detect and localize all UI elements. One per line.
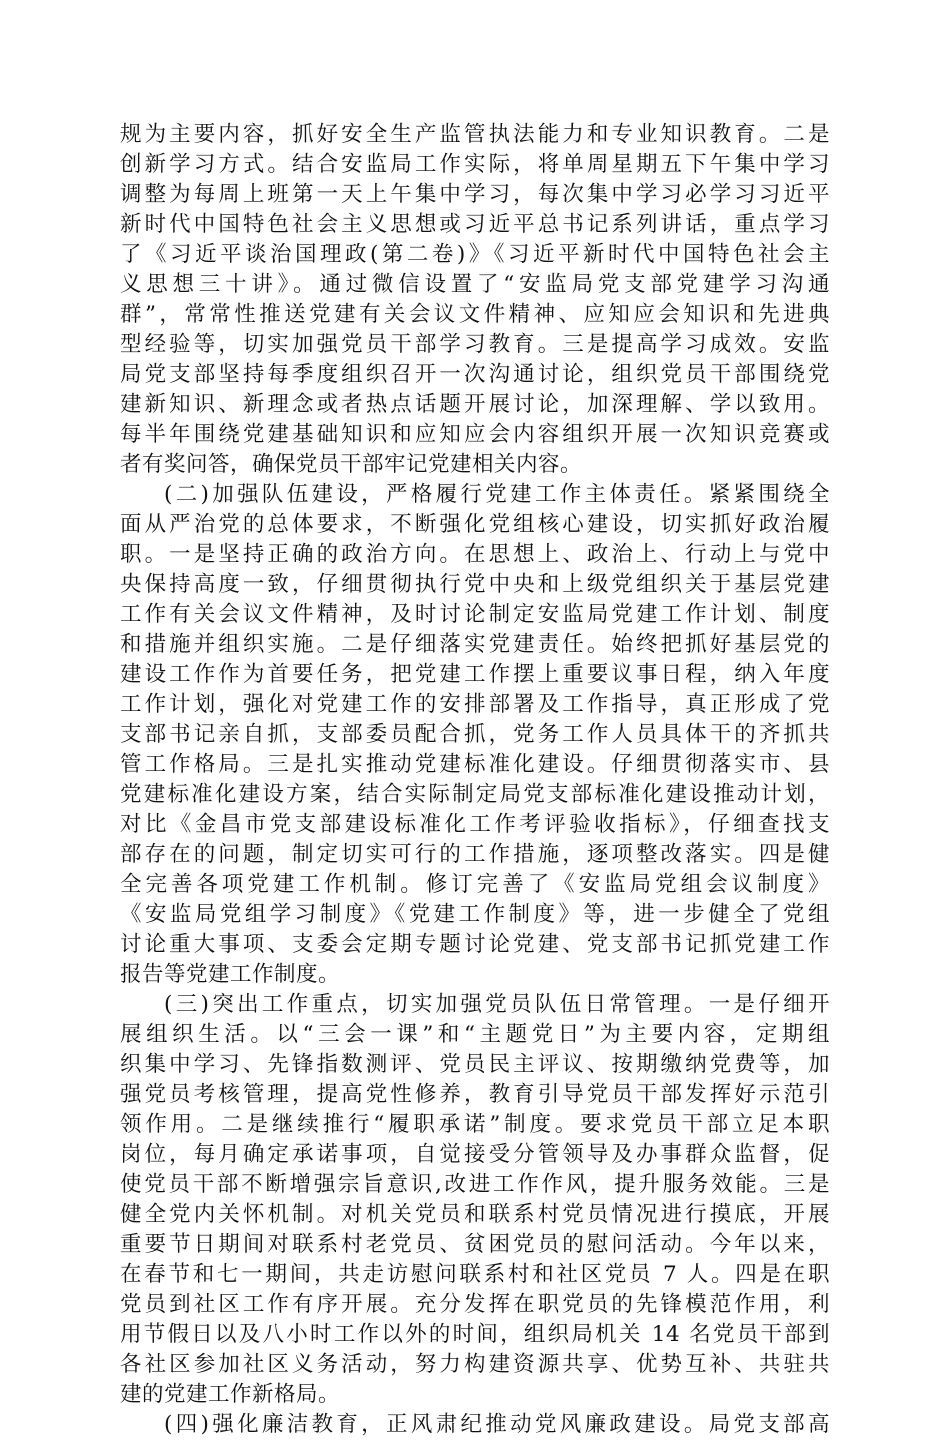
text-line: 义思想三十讲》。通过微信设置了“安监局党支部党建学习沟通 (120, 272, 830, 297)
text-line: 创新学习方式。结合安监局工作实际，将单周星期五下午集中学习 (120, 152, 830, 177)
text-line: 者有奖问答，确保党员干部牢记党建相关内容。 (120, 452, 583, 477)
text-line: 建新知识、新理念或者热点话题开展讨论，加深理解、学以致用。 (120, 392, 830, 417)
text-line: 岗位，每月确定承诺事项，自觉接受分管领导及办事群众监督，促 (120, 1142, 830, 1167)
text-line: 织集中学习、先锋指数测评、党员民主评议、按期缴纳党费等，加 (120, 1052, 830, 1077)
text-line: 职。一是坚持正确的政治方向。在思想上、政治上、行动上与党中 (120, 542, 830, 567)
text-line: (四)强化廉洁教育，正风肃纪推动党风廉政建设。局党支部高 (164, 1412, 830, 1437)
text-line: 建的党建工作新格局。 (120, 1382, 341, 1407)
text-line: 党建标准化建设方案，结合实际制定局党支部标准化建设推动计划， (120, 782, 830, 807)
text-line: 工作计划，强化对党建工作的安排部署及工作指导，真正形成了党 (120, 692, 830, 717)
text-line: 新时代中国特色社会主义思想或习近平总书记系列讲话，重点学习 (120, 212, 830, 237)
text-line: 对比《金昌市党支部建设标准化工作考评验收指标》，仔细查找支 (120, 812, 830, 837)
text-line: 和措施并组织实施。二是仔细落实党建责任。始终把抓好基层党的 (120, 632, 830, 657)
paragraph-1 (120, 120, 830, 480)
text-line: 强党员考核管理，提高党性修养，教育引导党员干部发挥好示范引 (120, 1082, 830, 1107)
text-line: 支部书记亲自抓，支部委员配合抓，党务工作人员具体干的齐抓共 (120, 722, 830, 747)
text-line: 重要节日期间对联系村老党员、贫困党员的慰问活动。今年以来， (120, 1232, 830, 1257)
text-line: 了《习近平谈治国理政(第二卷)》《习近平新时代中国特色社会主 (120, 242, 830, 267)
text-line: (三)突出工作重点，切实加强党员队伍日常管理。一是仔细开 (164, 992, 830, 1017)
text-line: 在春节和七一期间，共走访慰问联系村和社区党员 7 人。四是在职 (120, 1262, 830, 1287)
text-line: 使党员干部不断增强宗旨意识,改进工作作风，提升服务效能。三是 (120, 1172, 830, 1197)
text-line: 报告等党建工作制度。 (120, 962, 341, 987)
text-line: 群”，常常性推送党建有关会议文件精神、应知应会知识和先进典 (120, 302, 830, 327)
paragraph-3 (120, 990, 830, 1410)
text-line: 局党支部坚持每季度组织召开一次沟通讨论，组织党员干部围绕党 (120, 362, 830, 387)
text-line: 工作有关会议文件精神，及时讨论制定安监局党建工作计划、制度 (120, 602, 830, 627)
text-line: 领作用。二是继续推行“履职承诺”制度。要求党员干部立足本职 (120, 1112, 830, 1137)
text-line: 党员到社区工作有序开展。充分发挥在职党员的先锋模范作用，利 (120, 1292, 830, 1317)
text-line: 全完善各项党建工作机制。修订完善了《安监局党组会议制度》 (120, 872, 830, 897)
text-line: 面从严治党的总体要求，不断强化党组核心建设，切实抓好政治履 (120, 512, 830, 537)
text-line: 规为主要内容，抓好安全生产监管执法能力和专业知识教育。二是 (120, 122, 830, 147)
paragraph-2 (120, 480, 830, 990)
text-line: (二)加强队伍建设，严格履行党建工作主体责任。紧紧围绕全 (164, 482, 830, 507)
text-line: 央保持高度一致，仔细贯彻执行党中央和上级党组织关于基层党建 (120, 572, 830, 597)
text-line: 部存在的问题，制定切实可行的工作措施，逐项整改落实。四是健 (120, 842, 830, 867)
text-line: 调整为每周上班第一天上午集中学习，每次集中学习必学习习近平 (120, 182, 830, 207)
text-line: 每半年围绕党建基础知识和应知应会内容组织开展一次知识竞赛或 (120, 422, 830, 447)
text-line: 管工作格局。三是扎实推动党建标准化建设。仔细贯彻落实市、县 (120, 752, 830, 777)
paragraph-4 (120, 1410, 830, 1440)
text-line: 讨论重大事项、支委会定期专题讨论党建、党支部书记抓党建工作 (120, 932, 830, 957)
text-line: 型经验等，切实加强党员干部学习教育。三是提高学习成效。安监 (120, 332, 830, 357)
text-line: 展组织生活。以“三会一课”和“主题党日”为主要内容，定期组 (120, 1022, 830, 1047)
text-line: 建设工作作为首要任务，把党建工作摆上重要议事日程，纳入年度 (120, 662, 830, 687)
text-line: 各社区参加社区义务活动，努力构建资源共享、优势互补、共驻共 (120, 1352, 830, 1377)
text-line: 健全党内关怀机制。对机关党员和联系村党员情况进行摸底，开展 (120, 1202, 830, 1227)
text-line: 用节假日以及八小时工作以外的时间，组织局机关 14 名党员干部到 (120, 1322, 830, 1347)
document-page (120, 120, 830, 1440)
text-line: 《安监局党组学习制度》《党建工作制度》等，进一步健全了党组 (120, 902, 830, 927)
